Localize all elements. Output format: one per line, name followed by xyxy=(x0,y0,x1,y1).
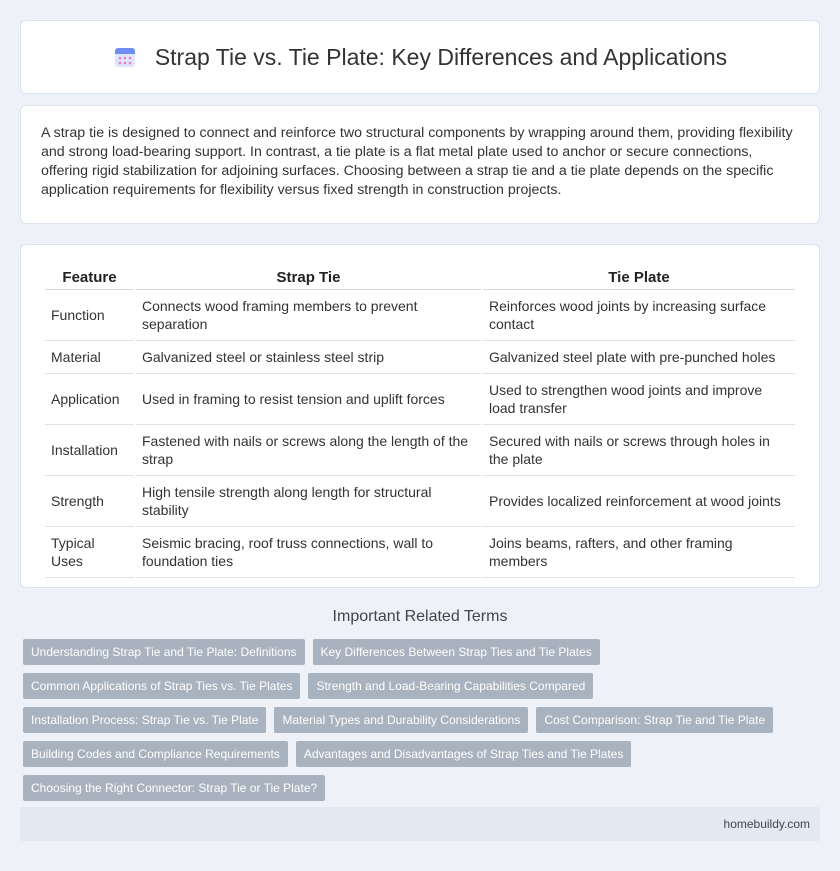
related-term-tag[interactable]: Choosing the Right Connector: Strap Tie or Tie Plate? xyxy=(23,775,325,801)
row-tie-plate: Joins beams, rafters, and other framing members xyxy=(483,527,795,578)
related-term-tag[interactable]: Advantages and Disadvantages of Strap Ties and Tie Plates xyxy=(296,741,632,767)
related-terms-section xyxy=(20,608,820,809)
table-row xyxy=(45,527,795,578)
row-tie-plate: Reinforces wood joints by increasing surface contact xyxy=(483,290,795,341)
table-row xyxy=(45,476,795,527)
row-strap-tie: Galvanized steel or stainless steel strip xyxy=(136,341,481,374)
row-tie-plate: Secured with nails or screws through holes in the plate xyxy=(483,425,795,476)
related-terms-tags xyxy=(20,639,820,809)
row-strap-tie: Seismic bracing, roof truss connections, wall to foundation ties xyxy=(136,527,481,578)
row-tie-plate: Used to strengthen wood joints and improve load transfer xyxy=(483,374,795,425)
related-term-tag[interactable]: Key Differences Between Strap Ties and Tie Plates xyxy=(313,639,600,665)
row-strap-tie: Fastened with nails or screws along the length of the strap xyxy=(136,425,481,476)
related-term-tag[interactable]: Understanding Strap Tie and Tie Plate: Definitions xyxy=(23,639,305,665)
header-feature: Feature xyxy=(45,264,134,290)
row-strap-tie: Connects wood framing members to prevent separation xyxy=(136,290,481,341)
table-row xyxy=(45,341,795,374)
footer-site-link[interactable]: homebuildy.com xyxy=(723,817,810,831)
related-term-tag[interactable]: Strength and Load-Bearing Capabilities Compared xyxy=(308,673,593,699)
table-header-row xyxy=(45,264,795,290)
intro-text: A strap tie is designed to connect and reinforce two structural components by wrapping around them, providing flexibility and strong load-bearing support. In contrast, a tie plate is a flat metal plate used to anchor or secure connections, offering rigid stabilization for adjoining surfaces. Choosing between a strap tie and a tie plate depends on the specific application requirements for flexibility versus fixed strength in construction projects. xyxy=(41,125,793,198)
header-strap-tie: Strap Tie xyxy=(136,264,481,290)
page-title: Strap Tie vs. Tie Plate: Key Differences and Applications xyxy=(154,43,728,70)
row-feature: Installation xyxy=(45,425,134,476)
row-feature: Typical Uses xyxy=(45,527,134,578)
row-feature: Strength xyxy=(45,476,134,527)
table-row xyxy=(45,290,795,341)
related-term-tag[interactable]: Material Types and Durability Considerations xyxy=(274,707,528,733)
row-strap-tie: Used in framing to resist tension and uplift forces xyxy=(136,374,481,425)
title-card xyxy=(20,20,820,94)
header-tie-plate: Tie Plate xyxy=(483,264,795,290)
row-feature: Material xyxy=(45,341,134,374)
related-term-tag[interactable]: Building Codes and Compliance Requirements xyxy=(23,741,288,767)
related-term-tag[interactable]: Installation Process: Strap Tie vs. Tie Plate xyxy=(23,707,266,733)
row-feature: Function xyxy=(45,290,134,341)
table-row xyxy=(45,374,795,425)
related-term-tag[interactable]: Common Applications of Strap Ties vs. Tie Plates xyxy=(23,673,300,699)
footer xyxy=(20,807,820,841)
comparison-table-card xyxy=(20,244,820,588)
related-terms-heading: Important Related Terms xyxy=(332,608,508,625)
row-tie-plate: Provides localized reinforcement at wood joints xyxy=(483,476,795,527)
related-term-tag[interactable]: Cost Comparison: Strap Tie and Tie Plate xyxy=(536,707,773,733)
row-tie-plate: Galvanized steel plate with pre-punched holes xyxy=(483,341,795,374)
row-feature: Application xyxy=(45,374,134,425)
calendar-icon xyxy=(113,45,137,69)
intro-card xyxy=(20,105,820,224)
comparison-table xyxy=(43,264,797,578)
row-strap-tie: High tensile strength along length for structural stability xyxy=(136,476,481,527)
table-row xyxy=(45,425,795,476)
